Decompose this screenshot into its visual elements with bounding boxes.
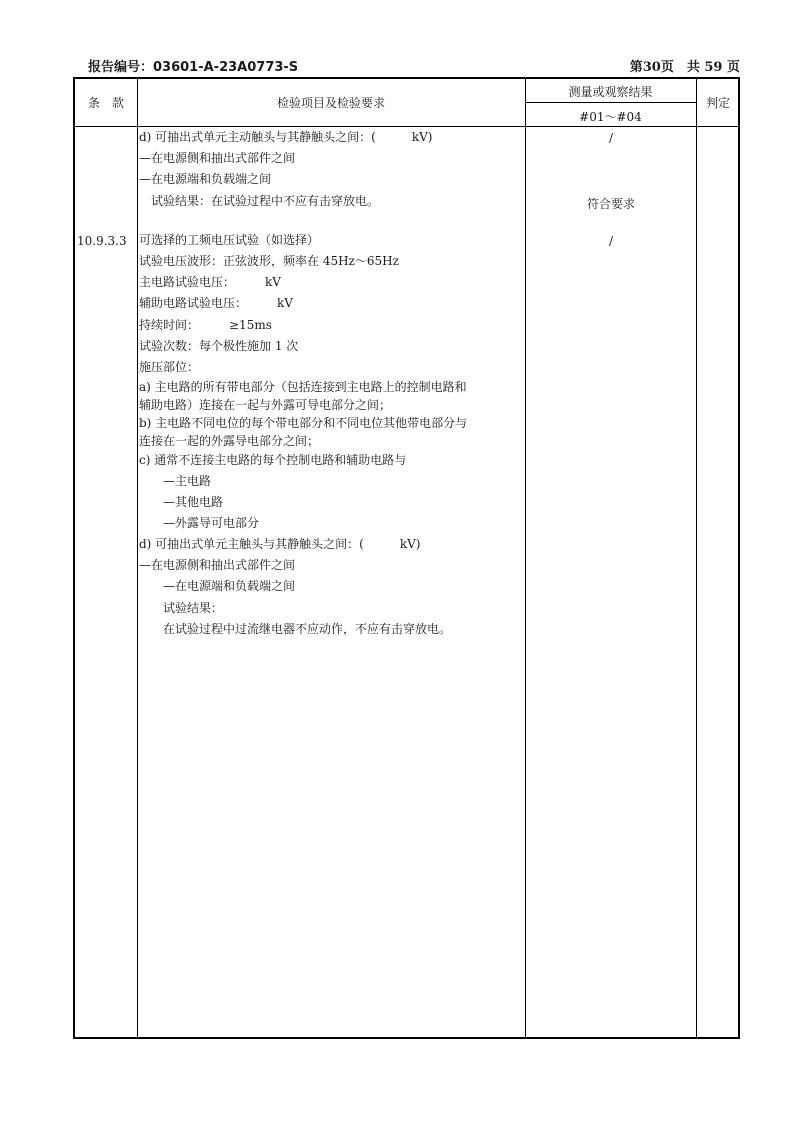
- item-line: —在电源侧和抽出式部件之间: [139, 151, 296, 165]
- inspection-table: [73, 77, 740, 1039]
- item-line: —外露导可电部分: [139, 516, 260, 530]
- item-line: —在电源端和负载端之间: [139, 579, 296, 593]
- col-divider-result: [696, 79, 697, 1037]
- item-line: 试验电压波形：正弦波形，频率在 45Hz～65Hz: [139, 254, 399, 268]
- item-line: 在试验过程中过流继电器不应动作，不应有击穿放电。: [139, 622, 452, 636]
- report-number: 报告编号：03601-A-23A0773-S: [88, 60, 299, 75]
- col-divider-item: [525, 79, 526, 1037]
- item-line: a) 主电路的所有带电部分（包括连接到主电路上的控制电路和: [139, 380, 467, 394]
- header-item: 检验项目及检验要求: [276, 96, 385, 110]
- item-line: 试验结果：在试验过程中不应有击穿放电。: [139, 194, 380, 208]
- item-line: 辅助电路试验电压： kV: [139, 296, 293, 310]
- item-line: —在电源端和负载端之间: [139, 172, 272, 186]
- header-clause: 条 款: [87, 96, 124, 110]
- item-line: —其他电路: [139, 495, 224, 509]
- item-line: d) 可抽出式单元主触头与其静触头之间：( kV): [139, 537, 421, 551]
- header-judgement: 判定: [705, 96, 730, 110]
- item-line: 主电路试验电压： kV: [139, 275, 281, 289]
- item-line: 持续时间： ≥15ms: [139, 318, 272, 332]
- result-sub-rule: [525, 102, 696, 103]
- item-line: 辅助电路）连接在一起与外露可导电部分之间；: [139, 398, 392, 412]
- item-line: d) 可抽出式单元主动触头与其静触头之间：( kV): [139, 130, 433, 144]
- page-indicator: 第30页 共 59 页: [629, 60, 740, 75]
- item-line: 试验次数：每个极性施加 1 次: [139, 339, 299, 353]
- result-value: /: [608, 131, 614, 145]
- item-line: 可选择的工频电压试验（如选择）: [139, 233, 320, 247]
- item-line: b) 主电路不同电位的每个带电部分和不同电位其他带电部分与: [139, 416, 468, 430]
- result-value: /: [608, 234, 614, 248]
- item-line: —在电源侧和抽出式部件之间: [139, 558, 296, 572]
- col-divider-clause: [137, 79, 138, 1037]
- item-line: 试验结果：: [139, 601, 224, 615]
- header-result-units: #01～#04: [579, 110, 642, 124]
- clause-number: 10.9.3.3: [77, 234, 127, 248]
- item-line: 施压部位：: [139, 360, 200, 374]
- result-value: 符合要求: [586, 197, 635, 211]
- header-result: 测量或观察结果: [568, 85, 653, 99]
- item-line: 连接在一起的外露导电部分之间；: [139, 434, 320, 448]
- item-line: c) 通常不连接主电路的每个控制电路和辅助电路与: [139, 453, 407, 467]
- item-line: —主电路: [139, 474, 212, 488]
